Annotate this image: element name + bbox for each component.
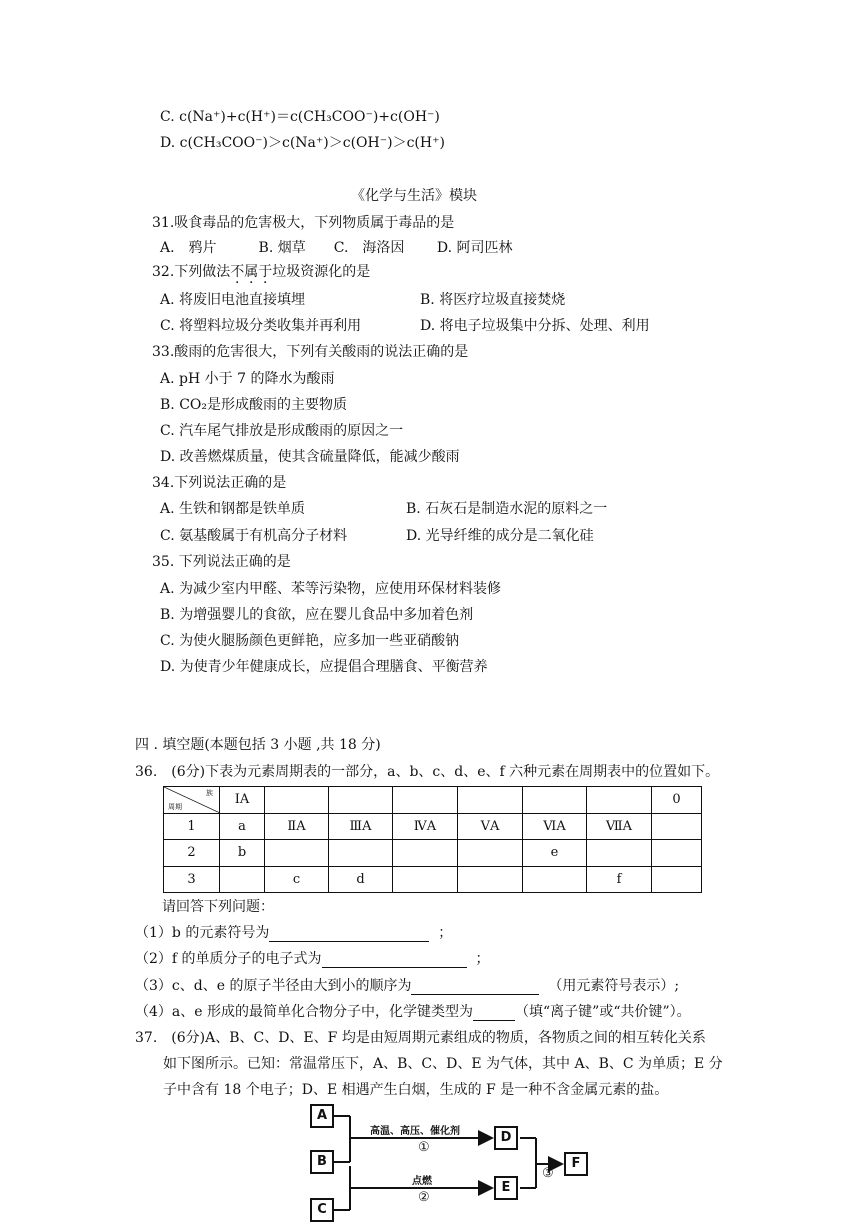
q34-option-d: D. 光导纤维的成分是二氧化硅 [406, 528, 594, 544]
table-cell: b [220, 840, 265, 867]
q32-option-b: B. 将医疗垃圾直接焚烧 [420, 292, 566, 308]
q36-sub4: （4）a、e 形成的最简单化合物分子中，化学键类型为 （填“离子键”或“共价键”）。 [135, 1004, 691, 1020]
table-cell [652, 840, 702, 867]
table-cell: c [265, 866, 329, 893]
node-f: F [564, 1152, 588, 1176]
table-cell: ⅡA [265, 813, 329, 840]
q36-sub1: （1）b 的元素符号为 ； [135, 925, 453, 941]
q34-stem: 34.下列说法正确的是 [152, 475, 287, 491]
table-header-cell [393, 787, 458, 814]
table-cell [652, 813, 702, 840]
q32-option-c: C. 将塑料垃圾分类收集并再利用 [160, 318, 362, 334]
emphasis-dot: 属 [244, 264, 259, 280]
table-cell [329, 840, 393, 867]
emphasis-dot: 于 [258, 264, 273, 280]
answer-blank[interactable] [411, 980, 539, 995]
q37-line1: 37. (6分)A、B、C、D、E、F 均是由短周期元素组成的物质，各物质之间的相互转化关系 [135, 1030, 706, 1046]
table-header-cell [458, 787, 523, 814]
table-cell [393, 866, 458, 893]
node-e: E [494, 1176, 518, 1200]
step-2: ② [418, 1190, 430, 1205]
table-cell [458, 866, 523, 893]
table-cell [458, 840, 523, 867]
table-header-cell [587, 787, 652, 814]
answer-blank[interactable] [322, 953, 467, 968]
table-header-cell [523, 787, 587, 814]
node-c: C [310, 1198, 334, 1222]
condition-1: 高温、高压、催化剂 [370, 1126, 460, 1137]
table-cell [523, 866, 587, 893]
table-cell [652, 866, 702, 893]
step-3: ③ [542, 1166, 554, 1181]
periodic-table [163, 786, 702, 893]
q37-line3: 子中含有 18 个电子；D、E 相遇产生白烟，生成的 F 是一种不含金属元素的盐。 [163, 1082, 669, 1098]
node-a: A [310, 1104, 334, 1128]
table-cell: 2 [164, 840, 220, 867]
q35-option-d: D. 为使青少年健康成长，应提倡合理膳食、平衡营养 [160, 659, 488, 675]
q32-stem: 32.下列做法不属于垃圾资源化的是 [152, 264, 371, 280]
table-header-cell [265, 787, 329, 814]
table-corner-cell: 族 周期 [164, 787, 220, 814]
table-cell [265, 840, 329, 867]
table-cell [220, 866, 265, 893]
step-1: ① [418, 1140, 430, 1155]
condition-2: 点燃 [412, 1176, 432, 1187]
table-cell: ⅥA [523, 813, 587, 840]
node-d: D [494, 1126, 518, 1150]
table-header-cell: ⅠA [220, 787, 265, 814]
table-cell: ⅣA [393, 813, 458, 840]
q36-stem: 36. (6分)下表为元素周期表的一部分，a、b、c、d、e、f 六种元素在周期表中的位置如下。 [135, 764, 720, 780]
emphasis-dot: 不 [230, 264, 245, 280]
q35-option-a: A. 为减少室内甲醛、苯等污染物，应使用环保材料装修 [160, 581, 502, 597]
table-cell: e [523, 840, 587, 867]
table-cell: ⅦA [587, 813, 652, 840]
q33-option-b: B. CO₂是形成酸雨的主要物质 [160, 397, 347, 413]
module-title: 《化学与生活》模块 [351, 188, 477, 204]
q33-option-a: A. pH 小于 7 的降水为酸雨 [160, 371, 335, 387]
prev-option-c: C. c(Na⁺)+c(H⁺)＝c(CH₃COO⁻)+c(OH⁻) [160, 109, 440, 125]
q32-option-a: A. 将废旧电池直接填埋 [160, 292, 306, 308]
q37-line2: 如下图所示。已知：常温常压下，A、B、C、D、E 为气体，其中 A、B、C 为单质；E 分 [163, 1056, 723, 1072]
q33-option-c: C. 汽车尾气排放是形成酸雨的原因之一 [160, 423, 404, 439]
table-cell: ⅤA [458, 813, 523, 840]
q36-sub2: （2）f 的单质分子的电子式为 ； [135, 951, 490, 967]
prev-option-d: D. c(CH₃COO⁻)＞c(Na⁺)＞c(OH⁻)＞c(H⁺) [160, 135, 445, 151]
q33-stem: 33.酸雨的危害很大，下列有关酸雨的说法正确的是 [152, 344, 469, 360]
table-cell [393, 840, 458, 867]
q34-option-a: A. 生铁和钢都是铁单质 [160, 501, 306, 517]
q35-stem: 35. 下列说法正确的是 [152, 554, 291, 570]
diagram-arrows [300, 1102, 600, 1224]
section-heading: 四 . 填空题(本题包括 3 小题 ,共 18 分) [135, 737, 381, 753]
answer-blank[interactable] [269, 927, 429, 942]
q36-sub3: （3）c、d、e 的原子半径由大到小的顺序为 （用元素符号表示）; [135, 978, 680, 994]
table-header-cell: 0 [652, 787, 702, 814]
table-cell: f [587, 866, 652, 893]
q35-option-b: B. 为增强婴儿的食欲，应在婴儿食品中多加着色剂 [160, 607, 474, 623]
q34-option-c: C. 氨基酸属于有机高分子材料 [160, 528, 348, 544]
table-cell [587, 840, 652, 867]
table-cell: d [329, 866, 393, 893]
reaction-diagram [300, 1102, 600, 1224]
q31-stem: 31.吸食毒品的危害极大，下列物质属于毒品的是 [152, 215, 455, 231]
q33-option-d: D. 改善燃煤质量，使其含硫量降低，能减少酸雨 [160, 449, 460, 465]
table-cell: a [220, 813, 265, 840]
table-header-cell [329, 787, 393, 814]
table-cell: 1 [164, 813, 220, 840]
q35-option-c: C. 为使火腿肠颜色更鲜艳，应多加一些亚硝酸钠 [160, 633, 460, 649]
q32-option-d: D. 将电子垃圾集中分拆、处理、利用 [420, 318, 650, 334]
table-cell: ⅢA [329, 813, 393, 840]
q34-option-b: B. 石灰石是制造水泥的原料之一 [406, 501, 608, 517]
q36-prompt: 请回答下列问题： [162, 899, 274, 915]
answer-blank[interactable] [473, 1006, 515, 1021]
table-cell: 3 [164, 866, 220, 893]
q31-options: A. 鸦片 B. 烟草 C. 海洛因 D. 阿司匹林 [160, 240, 513, 256]
node-b: B [310, 1150, 334, 1174]
